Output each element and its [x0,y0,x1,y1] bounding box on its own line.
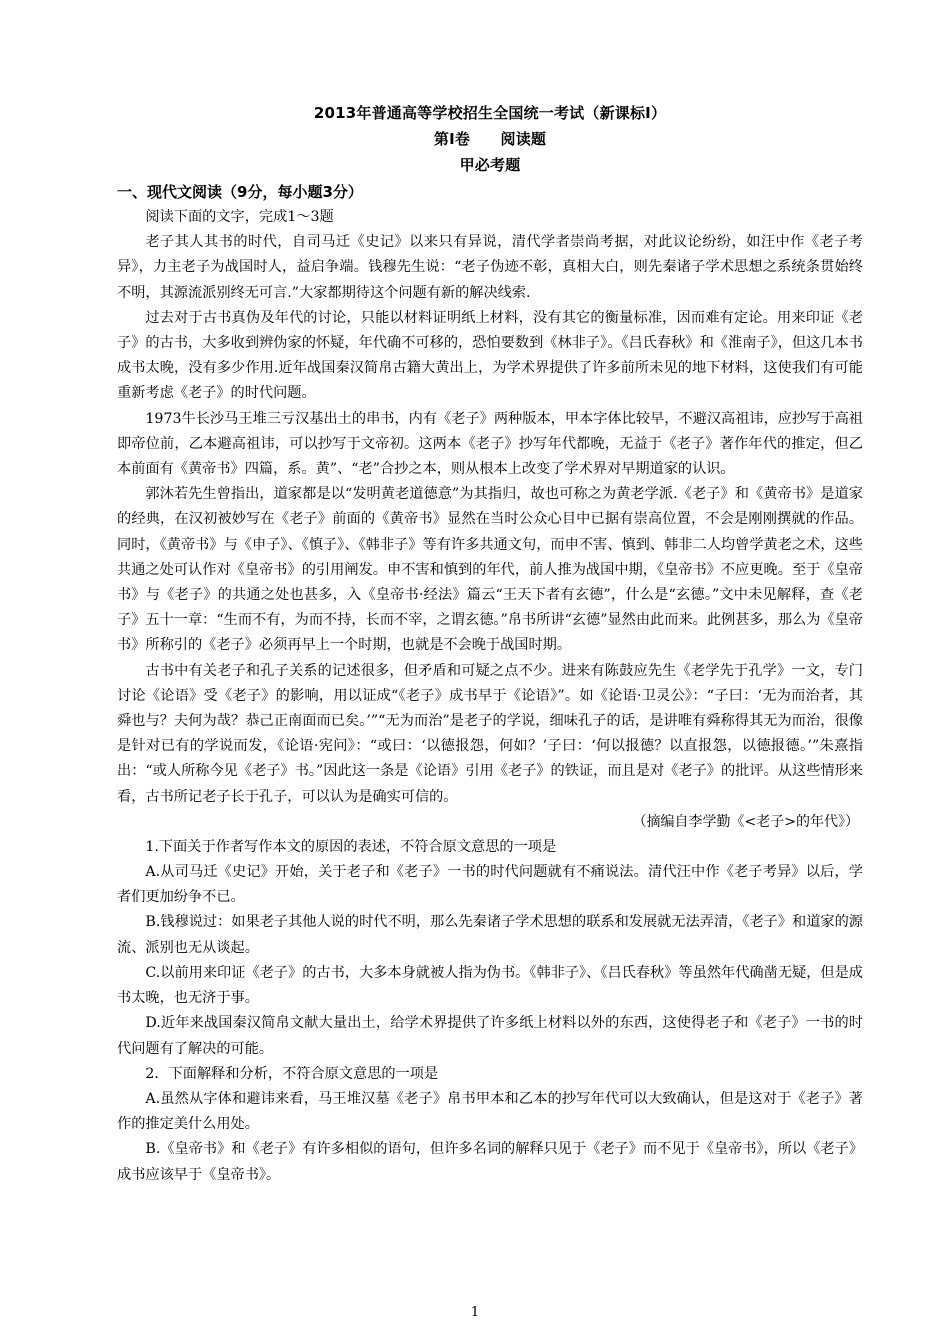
exam-title: 2013年普通高等学校招生全国统一考试（新课标Ⅰ） [313,104,667,122]
question-1-stem: 1.下面关于作者写作本文的原因的表述，不符合原文意思的一项是 [145,838,557,855]
question-1-option-d: D.近年来战国秦汉简帛文献大量出土，给学术界提供了许多纸上材料以外的东西，这使得老子和《老子》一书的时代问题有了解决的可能。 [117,1015,863,1057]
reading-section-heading: 一、现代文阅读（9分，每小题3分） [117,183,363,201]
volume-title: 第Ⅰ卷 阅读题 [433,130,547,148]
article-paragraph-4: 郭沐若先生曾指出，道家都是以“发明黄老道德意”为其指归，故也可称之为黄老学派.《老子》和《黄帝书》是道家的经典，在汉初被妙写在《老子》前面的《黄帝书》显然在当时公众心目中已据有崇高位置，不会是刚刚撰就的作品。同时，《黄帝书》与《申子》、《慎子》、《韩非子》等有许多共通文句，而申不害、慎到、韩非二人均曾学黄老之术，这些共通之处可认作对《皇帝书》的引用阐发。申不害和慎到的年代，前人推为战国中期，《皇帝书》不应更晚。至于《皇帝书》与《老子》的共通之处也甚多，入《皇帝书·经法》篇云“王天下者有玄德”，什么是“玄德。”文中未见解释，查《老子》五十一章：“生而不有，为而不持，长而不宰，之谓玄德。”帛书所讲“玄德”显然由此而来。此例甚多，那么为《皇帝书》所称引的《老子》必须再早上一个时期，也就是不会晚于战国时期。 [117,486,863,654]
reading-instruction: 阅读下面的文字，完成1～3题 [145,209,334,225]
article-paragraph-5: 古书中有关老子和孔子关系的记述很多，但矛盾和可疑之点不少。进来有陈鼓应先生《老学先于孔学》一文，专门讨论《论语》受《老子》的影响，用以证成“《老子》成书早于《论语》”。如《论语·卫灵公》：“子曰：‘无为而治者，其舜也与？夫何为哉？恭己正南面而已矣。’”“无为而治”是老子的学说，细味孔子的话，是讲唯有舜称得其无为而治，很像是针对已有的学说而发，《论语·宪问》：“或曰：‘以德报怨，何如？’子曰：‘何以报德？以直报怨，以德报德。’”朱熹指出：“或人所称今见《老子》书。”因此这一条是《论语》引用《老子》的铁证，而且是对《老子》的批评。从这些情形来看，古书所记老子长于孔子，可以认为是确实可信的。 [117,662,863,805]
question-2-stem: 2．下面解释和分析，不符合原文意思的一项是 [145,1065,439,1082]
question-1-option-b: B.钱穆说过：如果老子其他人说的时代不明，那么先秦诸子学术思想的联系和发展就无法弄清，《老子》和道家的源流、派别也无从谈起。 [117,914,863,956]
page-number: 1 [470,1305,480,1320]
section-title: 甲必考题 [459,156,521,174]
article-source: （摘编自李学勤《<老子>的年代》） [632,813,859,830]
article-paragraph-2: 过去对于古书真伪及年代的讨论，只能以材料证明纸上材料，没有其它的衡量标准，因而难有定论。用来印证《老子》的古书，大多收到辨伪家的怀疑，年代确不可移的，恐怕要数到《林非子》。《吕氏春秋》和《淮南子》，但这几本书成书太晚，没有多少作用.近年战国秦汉简帛古籍大黄出上，为学术界提供了许多前所未见的地下材料，这使我们有可能重新考虑《老子》的时代问题。 [117,309,863,402]
question-2-option-b: B.《皇帝书》和《老子》有许多相似的语句，但许多名词的解释只见于《老子》而不见于《皇帝书》，所以《老子》成书应该早于《皇帝书》。 [117,1141,863,1183]
question-1-option-c: C.以前用来印证《老子》的古书，大多本身就被人指为伪书。《韩非子》、《吕氏春秋》等虽然年代确凿无疑，但是成书太晚，也无济于事。 [117,964,863,1007]
question-1-option-a: A.从司马迁《史记》开始，关于老子和《老子》一书的时代问题就有不痛说法。清代汪中作《老子考异》以后，学者们更加纷争不已。 [117,864,863,906]
article-paragraph-1: 老子其人其书的时代，自司马迁《史记》以来只有异说，清代学者崇尚考据，对此议论纷纷，如汪中作《老子考异》，力主老子为战国时人，益启争端。钱穆先生说：“老子伪迹不彰，真相大白，则先秦诸子学术思想之系统条贯始终不明，其源流派别终无可言.”大家都期待这个问题有新的解决线索. [117,234,863,301]
page-content [117,100,863,1188]
article-paragraph-3: 1973牛长沙马王堆三亏汉基出土的串书，内有《老子》两种版本，甲本字体比较早，不避汉高祖讳，应抄写于高祖即帝位前，乙本避高祖讳，可以抄写于文帝初。这两本《老子》抄写年代都晚，无益于《老子》著作年代的推定，但乙本前面有《黄帝书》四篇，系。黄”、“老”合抄之本，则从根本上改变了学术界对早期道家的认识。 [117,410,863,478]
question-2-option-a: A.虽然从字体和避讳来看，马王堆汉墓《老子》帛书甲本和乙本的抄写年代可以大致确认，但是这对于《老子》著作的推定美什么用处。 [117,1090,863,1133]
